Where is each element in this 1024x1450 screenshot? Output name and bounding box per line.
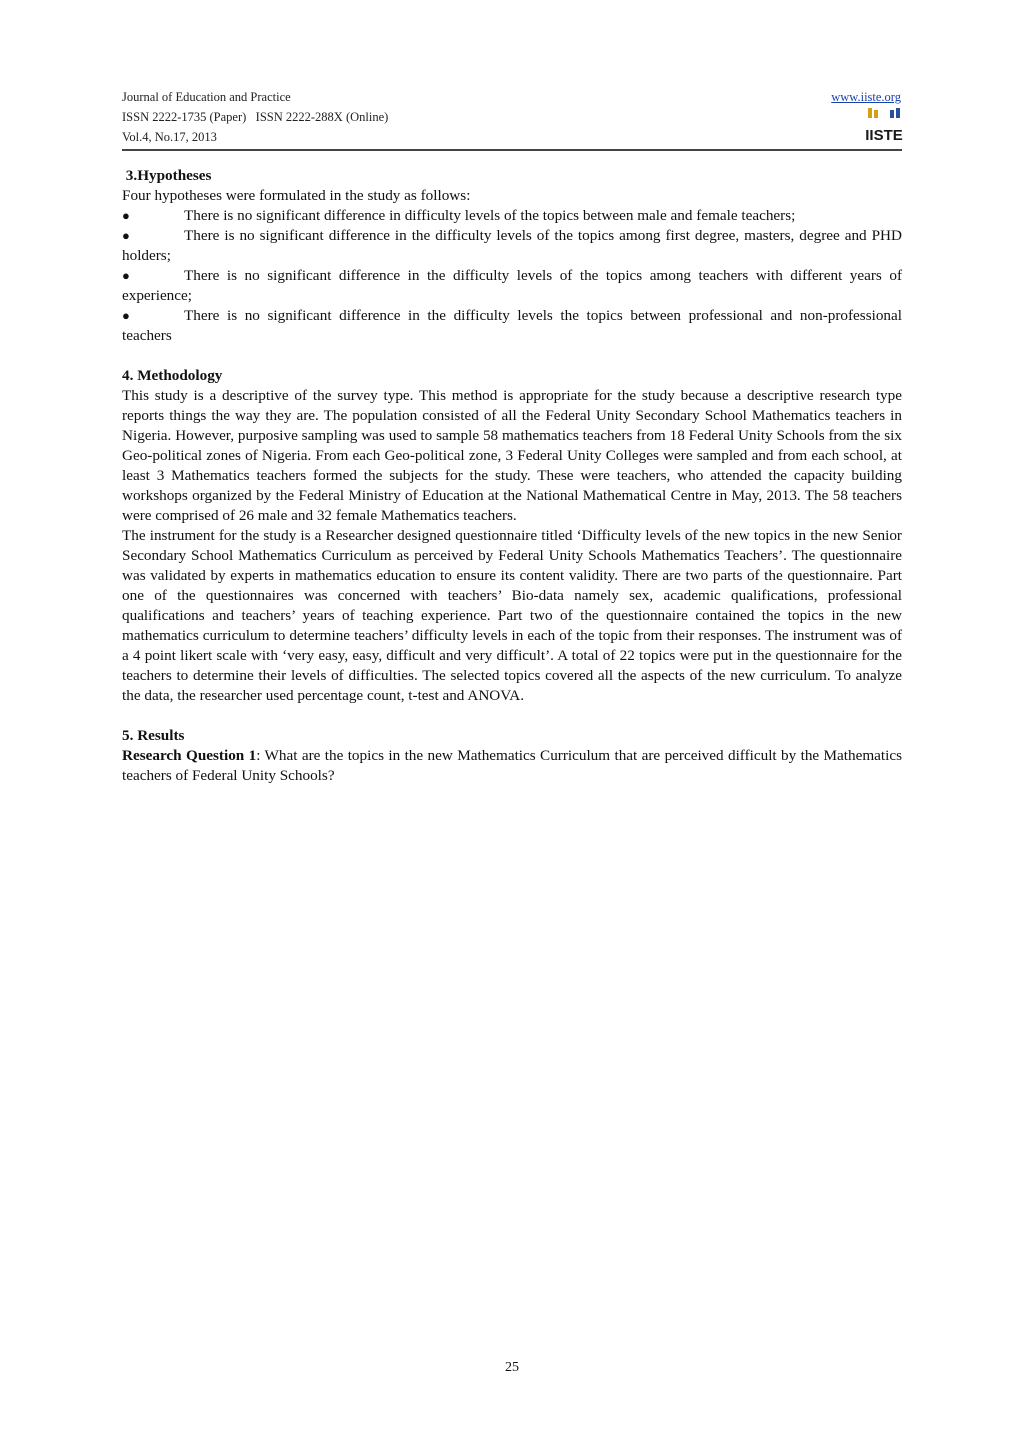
bullet-icon: ● <box>122 228 130 243</box>
hypothesis-item: ● There is no significant difference in the difficulty levels of the topics among teachers with different years of experience; <box>122 267 902 304</box>
volume-line: Vol.4, No.17, 2013 <box>122 130 217 144</box>
methodology-heading: 4. Methodology <box>122 367 223 384</box>
logo-text: IISTE <box>865 127 903 144</box>
methodology-paragraph-2: The instrument for the study is a Researcher designed questionnaire titled ‘Difficulty levels of the new topics in the new Senior Secondary School Mathematics Curriculum as perceived by Federal Unity Schools Mathematics Teachers’. The questionnaire was validated by experts in mathematics education to ensure its content validity. There are two parts of the questionnaire. Part one of the questionnaires was concerned with teachers’ Bio-data namely sex, academic qualifications, professional qualifications and teachers’ years of teaching experience. Part two of the questionnaire contained the topics in the new mathematics curriculum to determine teachers’ difficulty levels in each of the topic from their responses. The instrument was of a 4 point likert scale with ‘very easy, easy, difficult and very difficult’. A total of 22 topics were put in the questionnaire for the teachers to determine their levels of difficulties. The selected topics covered all the aspects of the new curriculum. To analyze the data, the researcher used percentage count, t-test and ANOVA. <box>122 527 902 704</box>
header-divider <box>122 149 902 151</box>
iiste-logo <box>864 106 904 146</box>
hypotheses-heading: 3.Hypotheses <box>122 167 212 184</box>
hypotheses-list <box>122 206 902 346</box>
research-question-label: Research Question 1 <box>122 747 257 764</box>
results-heading: 5. Results <box>122 727 185 744</box>
hypotheses-intro: Four hypotheses were formulated in the study as follows: <box>122 187 471 204</box>
article-body <box>122 166 902 786</box>
bullet-icon: ● <box>122 268 130 283</box>
hypothesis-item: ● There is no significant difference in difficulty levels of the topics between male and female teachers; <box>122 207 796 224</box>
running-header <box>122 87 388 147</box>
bullet-icon: ● <box>122 308 130 323</box>
journal-name: Journal of Education and Practice <box>122 90 291 104</box>
hypothesis-item: ● There is no significant difference in the difficulty levels of the topics among first degree, masters, degree and PHD holders; <box>122 227 902 264</box>
research-question-text: : What are the topics in the new Mathematics Curriculum that are perceived difficult by the Mathematics teachers of Federal Unity Schools? <box>122 747 902 784</box>
methodology-paragraph-1: This study is a descriptive of the survey type. This method is appropriate for the study because a descriptive research type reports things the way they are. The population consisted of all the Federal Unity Secondary School Mathematics teachers in Nigeria. However, purposive sampling was used to sample 58 mathematics teachers from 18 Federal Unity Schools from the six Geo-political zones of Nigeria. From each Geo-political zone, 3 Federal Unity Colleges were sampled and from each school, at least 3 Mathematics teachers formed the subjects for the study. These were teachers, who attended the capacity building workshops organized by the Federal Ministry of Education at the National Mathematical Centre in May, 2013. The 58 teachers were comprised of 26 male and 32 female Mathematics teachers. <box>122 387 902 524</box>
research-question-1 <box>122 746 902 786</box>
hypothesis-item: ● There is no significant difference in the difficulty levels the topics between professional and non-professional teachers <box>122 307 902 344</box>
issn-line: ISSN 2222-1735 (Paper) ISSN 2222-288X (Online) <box>122 110 389 124</box>
bullet-icon: ● <box>122 208 130 223</box>
journal-url-link[interactable]: www.iiste.org <box>831 90 901 104</box>
section-gap <box>122 706 902 726</box>
page-number: 25 <box>505 1360 519 1375</box>
section-gap <box>122 346 902 366</box>
